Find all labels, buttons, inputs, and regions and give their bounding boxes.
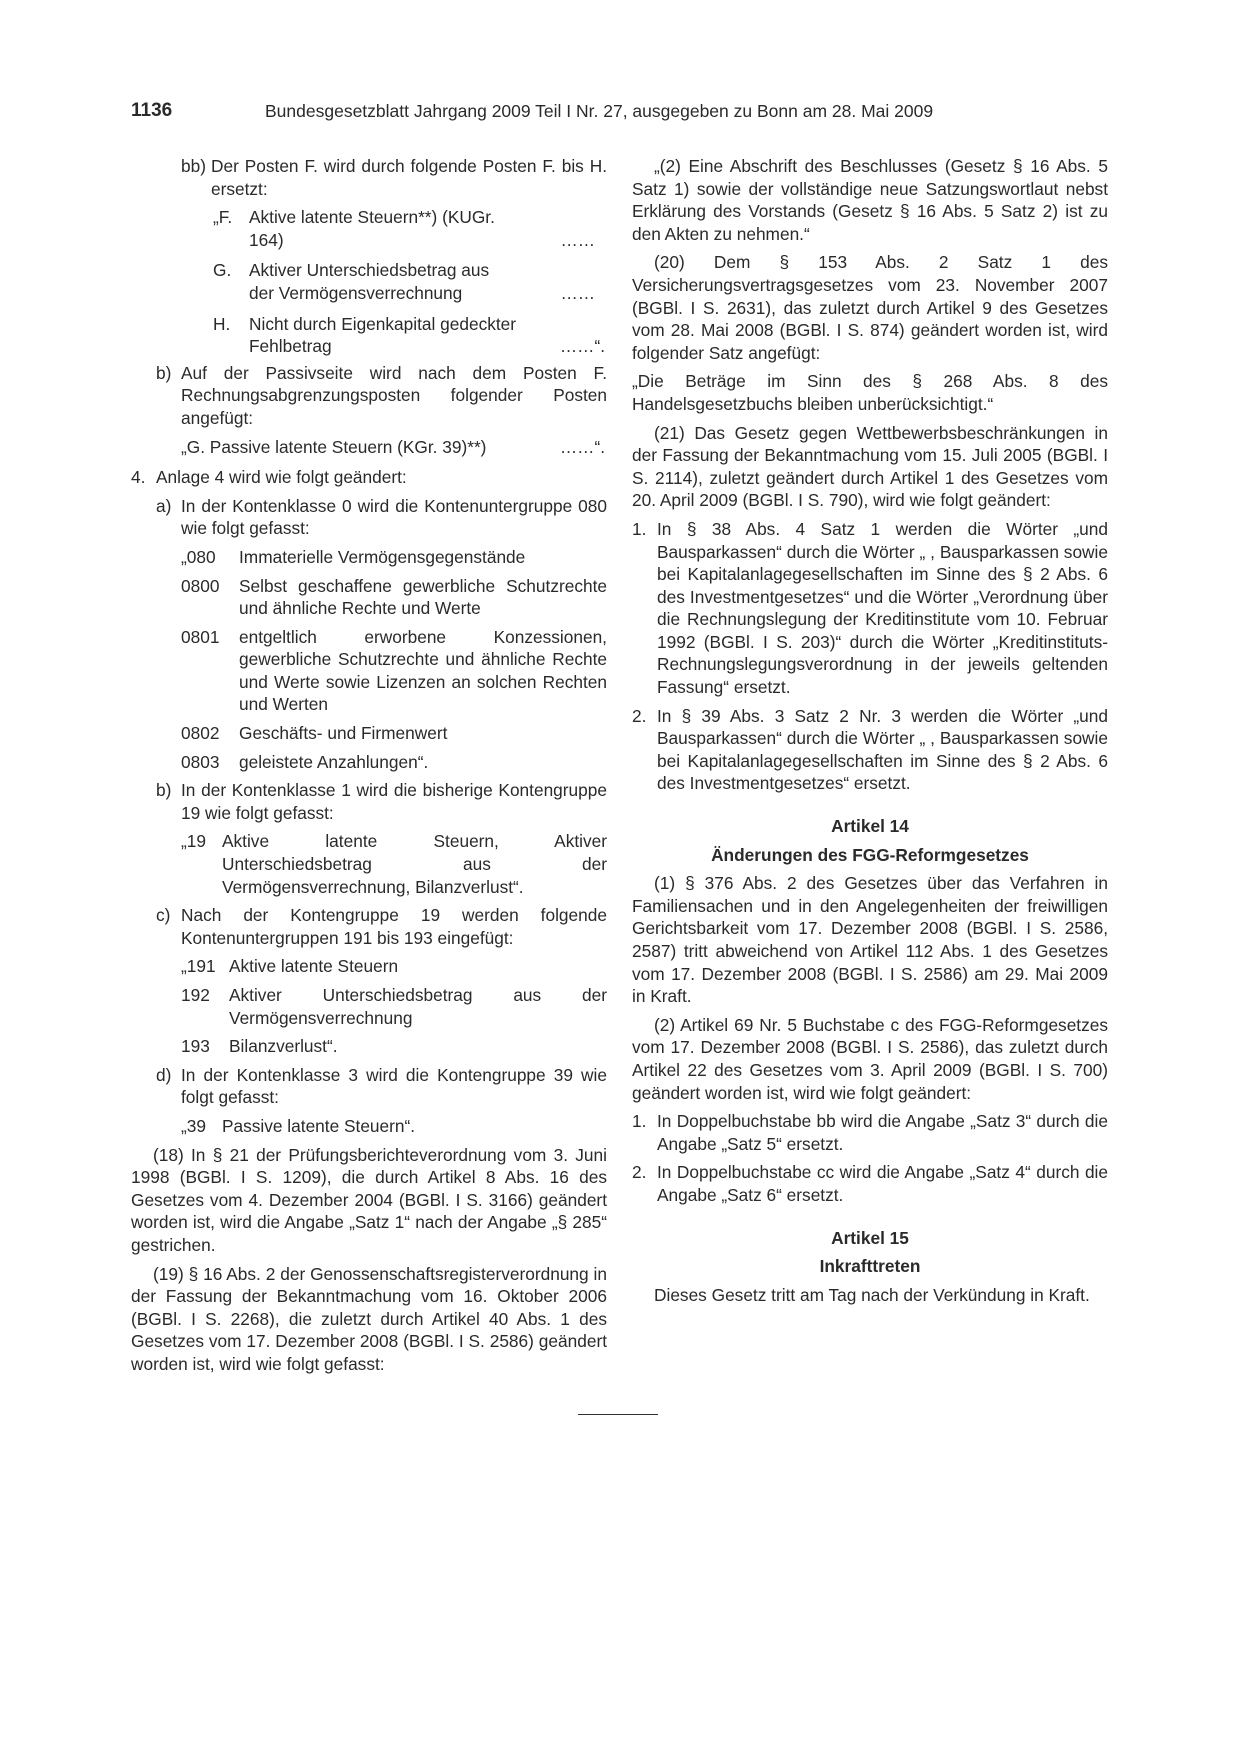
article-14-item-2 <box>632 1161 1108 1206</box>
right-column <box>632 155 1108 1312</box>
page-header <box>131 100 1103 126</box>
item-text: Aktiver Unterschiedsbetrag aus der Vermögensverrechnung <box>249 260 490 303</box>
item-label: „F. <box>213 207 233 228</box>
account-code: 0800 <box>181 575 220 596</box>
article-15-text: Dieses Gesetz tritt am Tag nach der Verkündung in Kraft. <box>654 1284 1090 1305</box>
item-text: In § 39 Abs. 3 Satz 2 Nr. 3 werden die Wörter „und Bausparkassen“ durch die Wörter „ , Bausparkassen sowie bei Kapitalanlagegesellschaften im Sinne des § 2 Abs. 6 des Investmentgesetzes“ ersetzt. <box>657 705 1108 794</box>
account-text: Aktive latente Steuern, Aktiver Unterschiedsbetrag aus der Vermögensverrechnung, Bilanzverlust“. <box>222 831 607 897</box>
item-b-class1 <box>131 779 607 824</box>
item-label: 2. <box>632 705 647 726</box>
article-14-title: Artikel 14 <box>831 816 909 837</box>
article-14-subtitle: Änderungen des FGG-Reformgesetzes <box>711 844 1029 865</box>
item-label: b) <box>156 362 172 383</box>
quote-paragraph-2: „(2) Eine Abschrift des Beschlusses (Gesetz § 16 Abs. 5 Satz 1) sowie der vollständige neue Satzungswortlaut nebst Erklärung des Vorstands (Gesetz § 16 Abs. 5 Satz 2) ist zu den Akten zu nehmen.“ <box>632 156 1108 244</box>
item-a <box>131 495 607 540</box>
account-code: „19 <box>181 831 206 852</box>
account-0802 <box>131 722 607 745</box>
account-080 <box>131 546 607 569</box>
item-label: b) <box>156 780 172 801</box>
running-head: Bundesgesetzblatt Jahrgang 2009 Teil I Nr. 27, ausgegeben zu Bonn am 28. Mai 2009 <box>265 101 934 121</box>
item-label: d) <box>156 1064 172 1085</box>
account-text: Passive latente Steuern“. <box>222 1115 416 1136</box>
account-0800 <box>131 575 607 620</box>
item-text: „G. Passive latente Steuern (KGr. 39)**) <box>181 436 487 457</box>
item-4 <box>131 466 607 489</box>
item-label: 2. <box>632 1162 647 1183</box>
item-text: Nach der Kontengruppe 19 werden folgende Kontenuntergruppen 191 bis 193 eingefügt: <box>181 905 607 948</box>
item-label: bb) <box>181 156 206 176</box>
item-text: In der Kontenklasse 1 wird die bisherige Kontengruppe 19 wie folgt gefasst: <box>181 780 607 823</box>
account-code: „39 <box>181 1115 206 1136</box>
account-0803 <box>131 751 607 774</box>
page-number: 1136 <box>131 100 173 121</box>
account-191 <box>131 955 607 978</box>
account-code: 193 <box>181 1036 210 1057</box>
paragraph-20: (20) Dem § 153 Abs. 2 Satz 1 des Versicherungsvertragsgesetzes vom 23. November 2007 (BGBl. I S. 2631), das zuletzt durch Artikel 9 des Gesetzes vom 28. Mai 2008 (BGBl. I S. 874) geändert worden ist, wird folgender Satz angefügt: <box>632 252 1108 363</box>
account-code: 0802 <box>181 723 220 744</box>
account-text: Immaterielle Vermögensgegenstände <box>239 546 526 567</box>
item-label: 4. <box>131 467 146 488</box>
paragraph-19: (19) § 16 Abs. 2 der Genossenschaftsregisterverordnung in der Fassung der Bekanntmachung vom 16. Oktober 2006 (BGBl. I S. 2268), die zuletzt durch Artikel 40 Abs. 1 des Gesetzes vom 17. Dezember 2008 (BGBl. I S. 2586) geändert worden ist, wird wie folgt gefasst: <box>131 1263 607 1374</box>
account-text: geleistete Anzahlungen“. <box>239 751 429 772</box>
item-text: Der Posten F. wird durch folgende Posten F. bis H. ersetzt: <box>211 156 607 199</box>
account-code: „080 <box>181 546 216 567</box>
account-code: „191 <box>181 956 216 977</box>
account-text: entgeltlich erworbene Konzessionen, gewerbliche Schutzrechte und ähnliche Rechte und Werte sowie Lizenzen an solchen Rechten und Werten <box>239 626 607 715</box>
item-text: Aktive latente Steuern**) (KUGr. 164) <box>249 207 495 250</box>
paragraph-21-item-2 <box>632 705 1108 795</box>
item-text: In der Kontenklasse 3 wird die Kontengruppe 39 wie folgt gefasst: <box>181 1064 607 1108</box>
balance-item-f <box>131 206 607 251</box>
item-label: H. <box>213 313 231 334</box>
article-14-paragraph-2: (2) Artikel 69 Nr. 5 Buchstabe c des FGG-Reformgesetzes vom 17. Dezember 2008 (BGBl. I S. 2586), das zuletzt durch Artikel 22 des Gesetzes vom 3. April 2009 (BGBl. I S. 700) geändert worden ist, wird wie folgt geändert: <box>632 1014 1108 1103</box>
account-text: Geschäfts- und Firmenwert <box>239 723 448 744</box>
item-text: In § 38 Abs. 4 Satz 1 werden die Wörter „und Bausparkassen“ durch die Wörter „ , Bausparkassen sowie bei Kapitalanlagegesellschaften im Sinne des § 2 Abs. 6 des Investmentgesetzes“ und die Wörter „Verordnung über die Rechnungslegung der Kreditinstitute vom 10. Februar 1992 (BGBl. I S. 203)“ durch die Wörter „Kreditinstituts-Rechnungslegungsverordnung in der jeweils geltenden Fassung“ ersetzt. <box>657 518 1108 698</box>
paragraph-18: (18) In § 21 der Prüfungsberichteverordnung vom 3. Juni 1998 (BGBl. I S. 1209), die durch Artikel 8 Abs. 16 des Gesetzes vom 4. Dezember 2004 (BGBl. I S. 3166) geändert worden ist, wird die Angabe „Satz 1“ nach der Angabe „§ 285“ gestrichen. <box>131 1144 607 1255</box>
article-15-subtitle: Inkrafttreten <box>819 1256 921 1277</box>
end-rule <box>578 1414 658 1415</box>
item-bb <box>131 155 607 200</box>
article-14-paragraph-1: (1) § 376 Abs. 2 des Gesetzes über das Verfahren in Familiensachen und in den Angelegenheiten der freiwilligen Gerichtsbarkeit vom 17. Dezember 2008 (BGBl. I S. 2586, 2587) tritt abweichend von Artikel 112 Abs. 1 des Gesetzes vom 17. Dezember 2008 (BGBl. I S. 2586) am 29. Mai 2009 in Kraft. <box>632 873 1108 1007</box>
account-text: Bilanzverlust“. <box>229 1036 338 1057</box>
dots: ……“. <box>559 436 605 457</box>
paragraph-21-item-1 <box>632 518 1108 699</box>
paragraph-20-quote: „Die Beträge im Sinn des § 268 Abs. 8 des Handelsgesetzbuchs bleiben unberücksichtigt.“ <box>632 371 1108 414</box>
item-text: Auf der Passivseite wird nach dem Posten F. Rechnungsabgrenzungsposten folgender Posten angefügt: <box>181 362 607 428</box>
item-label: a) <box>156 495 172 516</box>
account-39 <box>131 1115 607 1138</box>
article-15-title: Artikel 15 <box>831 1227 909 1248</box>
item-label: c) <box>156 905 171 926</box>
account-text: Selbst geschaffene gewerbliche Schutzrechte und ähnliche Rechte und Werte <box>239 575 607 619</box>
dots: …… <box>560 282 595 303</box>
item-label: 1. <box>632 1111 647 1132</box>
dots: …… <box>560 229 595 250</box>
account-text: Aktive latente Steuern <box>229 956 399 977</box>
account-code: 0803 <box>181 751 220 772</box>
left-column <box>131 155 607 1382</box>
item-c <box>131 904 607 949</box>
account-0801 <box>131 626 607 716</box>
item-text: In der Kontenklasse 0 wird die Kontenuntergruppe 080 wie folgt gefasst: <box>181 495 607 539</box>
article-14-item-1 <box>632 1110 1108 1155</box>
item-label: 1. <box>632 518 647 539</box>
balance-item-g <box>131 259 607 304</box>
paragraph-21: (21) Das Gesetz gegen Wettbewerbsbeschränkungen in der Fassung der Bekanntmachung vom 15. Juli 2005 (BGBl. I S. 2114), zuletzt geändert durch Artikel 1 des Gesetzes vom 20. April 2009 (BGBl. I S. 790), wird wie folgt geändert: <box>632 422 1108 511</box>
dots: ……“. <box>559 336 605 357</box>
account-192 <box>131 984 607 1029</box>
account-code: 192 <box>181 985 210 1005</box>
item-d <box>131 1064 607 1109</box>
item-text: Anlage 4 wird wie folgt geändert: <box>156 467 407 488</box>
account-193 <box>131 1035 607 1058</box>
account-text: Aktiver Unterschiedsbetrag aus der Vermögensverrechnung <box>229 985 607 1028</box>
passive-item-g <box>131 436 607 459</box>
item-text: In Doppelbuchstabe cc wird die Angabe „Satz 4“ durch die Angabe „Satz 6“ ersetzt. <box>657 1162 1108 1205</box>
item-text: In Doppelbuchstabe bb wird die Angabe „Satz 3“ durch die Angabe „Satz 5“ ersetzt. <box>657 1111 1108 1154</box>
item-text: Nicht durch Eigenkapital gedeckter Fehlbetrag <box>249 313 517 357</box>
balance-item-h <box>131 313 607 358</box>
account-code: 0801 <box>181 626 220 647</box>
account-19 <box>131 830 607 898</box>
item-label: G. <box>213 260 232 281</box>
item-b-passive <box>131 362 607 430</box>
